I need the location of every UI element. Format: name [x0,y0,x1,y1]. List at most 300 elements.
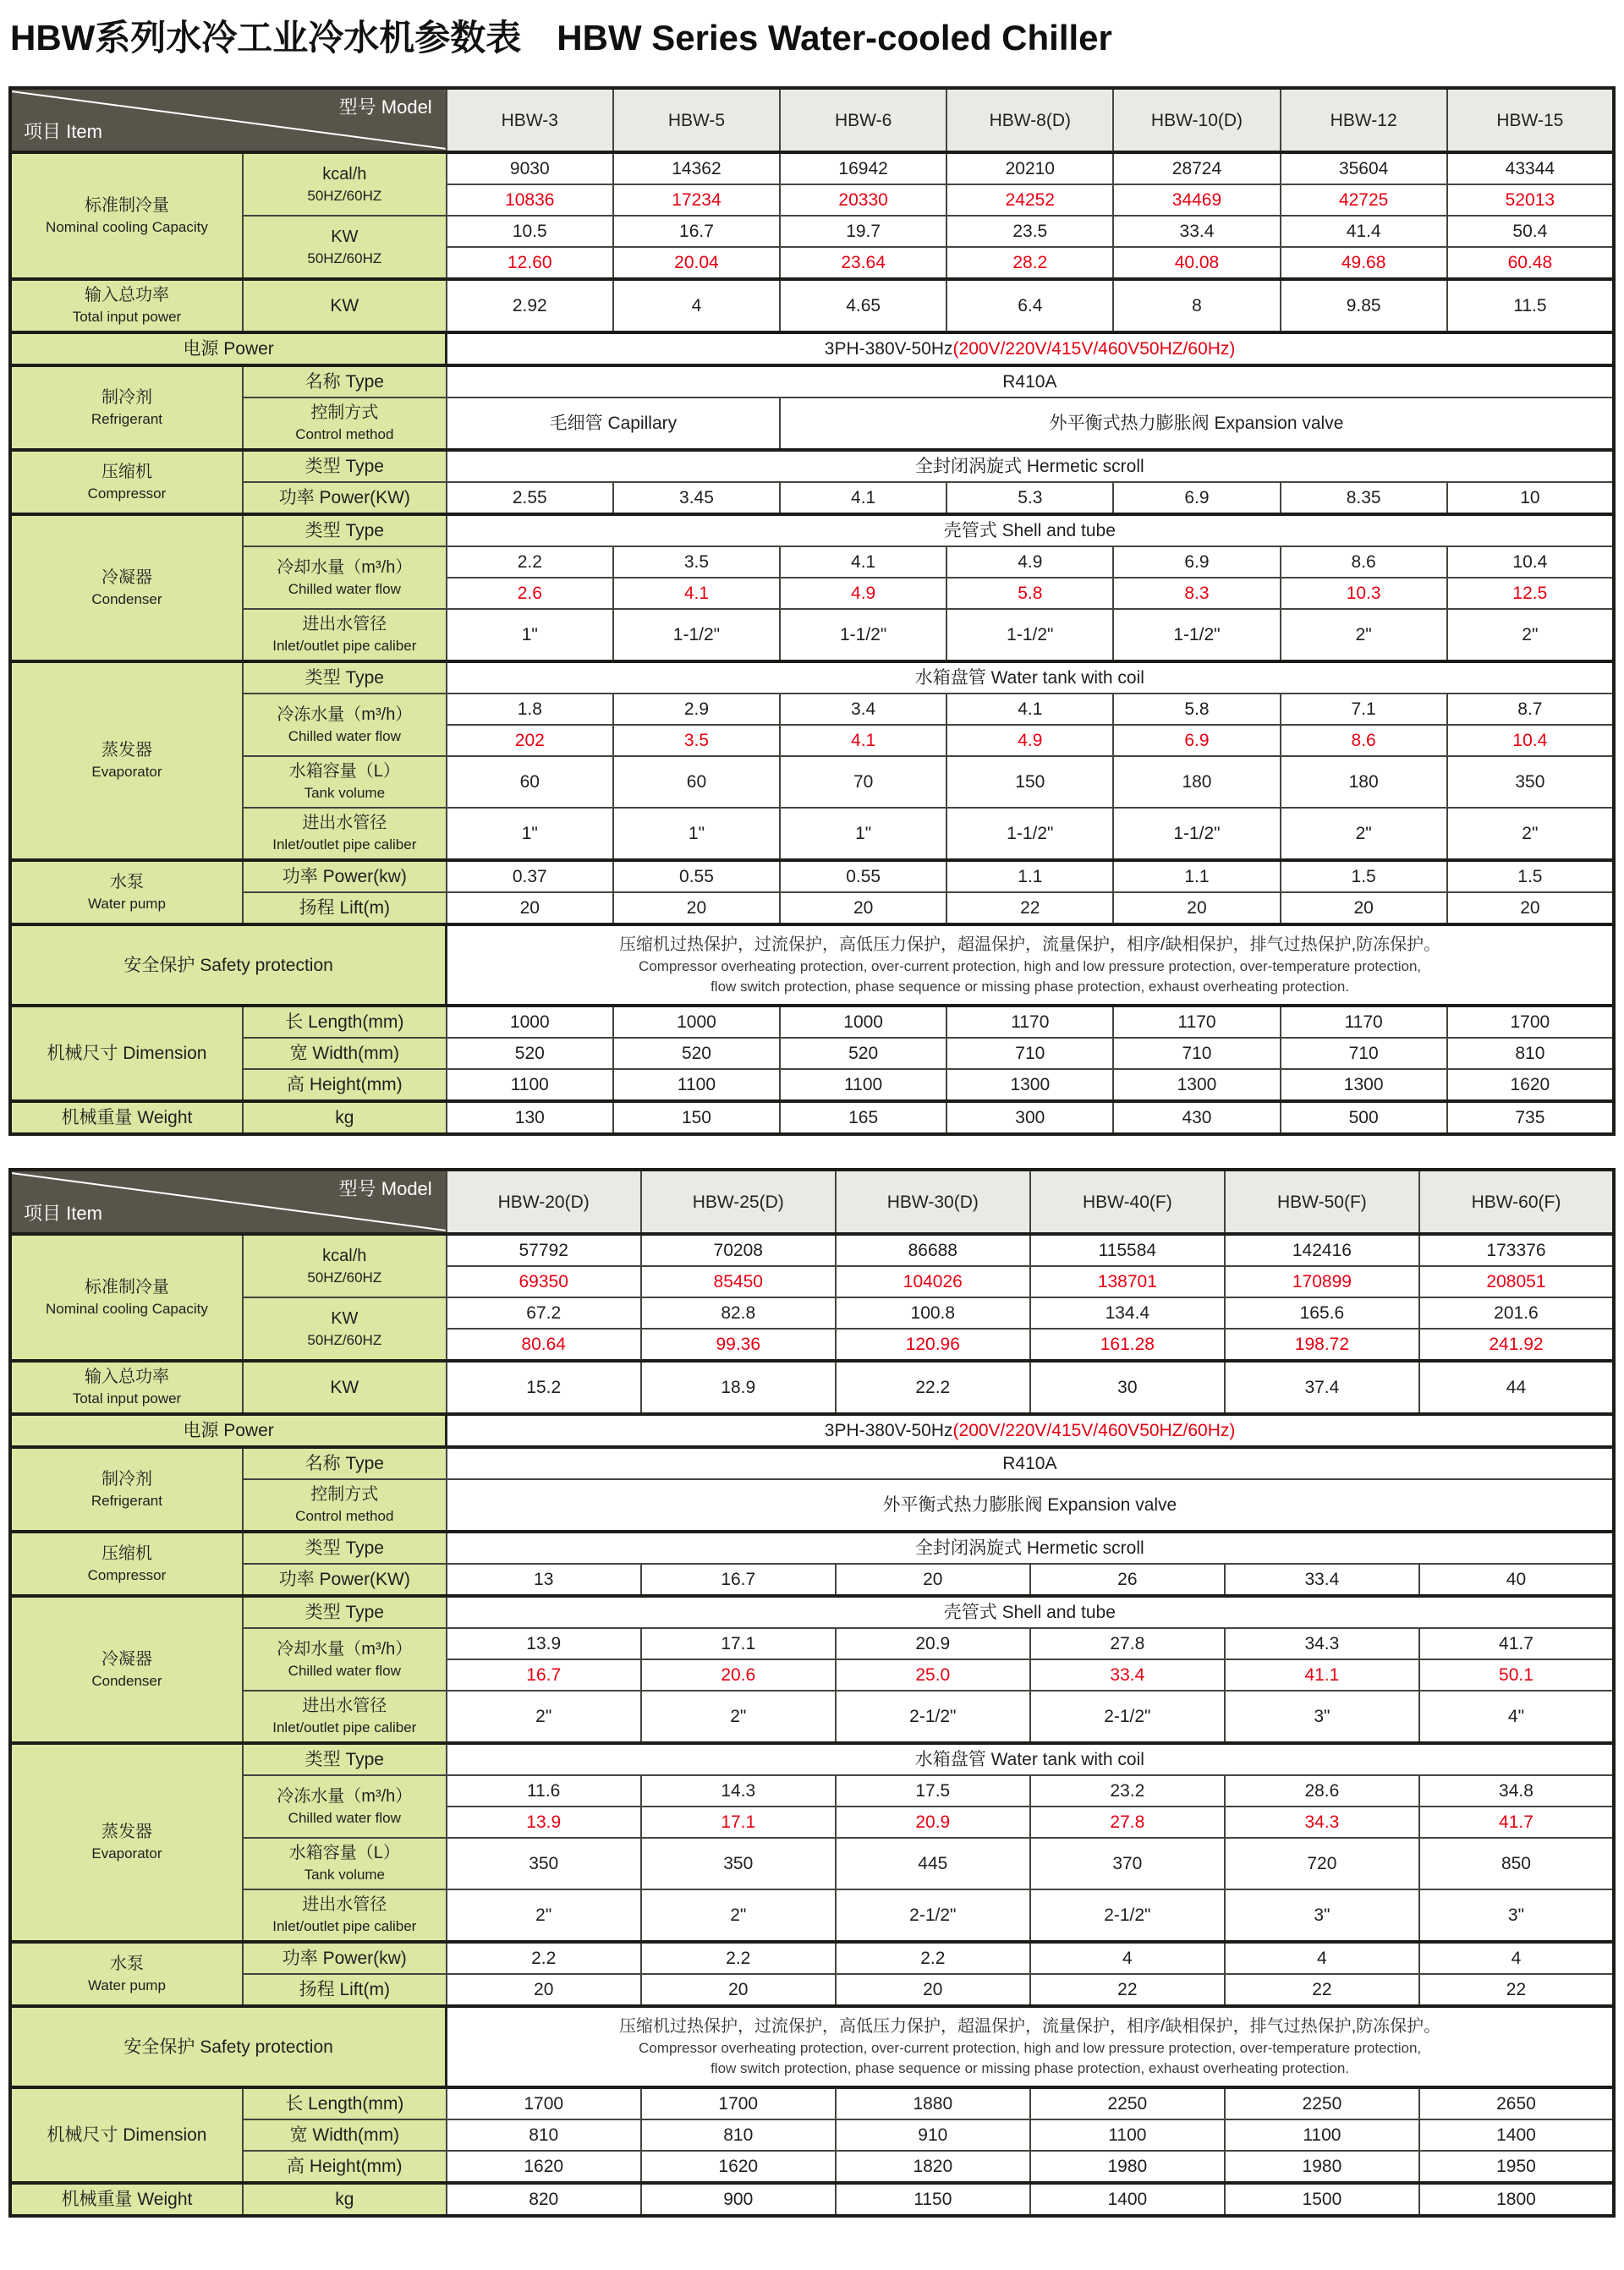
label-line: 冷凝器 [101,568,152,587]
value-cell: 34.3 [1225,1628,1419,1659]
value-cell: 11.6 [447,1775,641,1807]
value-cell: 22 [1030,1974,1225,2006]
row-group-label: 机械尺寸 Dimension [10,1006,243,1101]
merged-value-cell: 外平衡式热力膨胀阀 Expansion valve [447,1479,1614,1532]
row-sub-label [243,1234,447,1297]
value-cell: 4" [1419,1691,1614,1743]
value-cell: 60 [613,756,780,808]
table-row [10,482,1614,514]
value-cell: 22.2 [836,1361,1030,1414]
value-cell: 4.9 [946,546,1113,578]
label-line: Control method [295,426,394,442]
value-cell: 3" [1225,1691,1419,1743]
value-cell: 201.6 [1419,1297,1614,1329]
value-cell-60hz: 24252 [946,184,1113,216]
row-sub-label: kg [243,2183,447,2216]
value-cell: 28.6 [1225,1775,1419,1807]
label-line: 进出水管径 [302,615,387,633]
value-cell-60hz: 208051 [1419,1266,1614,1297]
table-row [10,546,1614,578]
row-sub-label: 扬程 Lift(m) [243,1974,447,2006]
label-line: Nominal cooling Capacity [46,218,208,235]
value-cell: 810 [447,2119,641,2151]
value-cell: 1820 [836,2151,1030,2183]
model-header: HBW-15 [1447,88,1614,152]
label-line: Inlet/outlet pipe caliber [272,1918,417,1934]
merged-value-cell: 全封闭涡旋式 Hermetic scroll [447,450,1614,482]
model-header: HBW-60(F) [1419,1170,1614,1234]
row-group-label [10,860,243,924]
label-line: 控制方式 [310,1485,379,1504]
value-cell: 130 [447,1101,613,1134]
value-cell: 22 [1419,1974,1614,2006]
table-row [10,1361,1614,1414]
label-line: 水泵 [109,872,144,891]
value-cell: 2" [447,1889,641,1942]
value-cell: 134.4 [1030,1297,1225,1329]
value-cell-60hz: 17234 [613,184,780,216]
value-cell-60hz: 34469 [1113,184,1280,216]
table-row [10,216,1614,247]
value-cell: 142416 [1225,1234,1419,1266]
value-cell-60hz: 4.9 [780,578,946,609]
value-cell: 1950 [1419,2151,1614,2183]
value-cell: 2-1/2" [1030,1889,1225,1942]
value-cell: 3.45 [613,482,780,514]
label-line: 标准制冷量 [84,1277,169,1297]
value-cell: 180 [1281,756,1447,808]
value-cell: 10.5 [447,216,613,247]
value-cell-60hz: 60.48 [1447,247,1614,279]
row-group-label [10,279,243,332]
value-part-60hz: (200V/220V/415V/460V50HZ/60Hz) [952,339,1236,359]
value-cell: 20 [641,1974,836,2006]
row-group-label [10,450,243,514]
row-sub-label: 类型 Type [243,1743,447,1775]
table-row [10,694,1614,725]
merged-value-cell [447,2006,1614,2087]
value-cell: 1.1 [1113,860,1280,892]
table-row [10,1596,1614,1628]
label-line: Compressor overheating protection, over-current protection, high and low pressure protection, over-temperature protection, [639,958,1422,974]
corner-model-label: 型号 Model [338,1178,432,1199]
label-line: 蒸发器 [101,741,152,759]
value-cell: 1.1 [946,860,1113,892]
value-cell: 17.1 [641,1628,836,1659]
row-group-label [10,1447,243,1532]
value-cell: 11.5 [1447,279,1614,332]
row-sub-label: 高 Height(mm) [243,2151,447,2183]
value-cell: 1620 [1447,1069,1614,1101]
value-cell: 82.8 [641,1297,836,1329]
table-row [10,279,1614,332]
value-cell-60hz: 10836 [447,184,613,216]
value-cell: 10.4 [1447,546,1614,578]
value-cell: 150 [946,756,1113,808]
value-cell: 5.8 [1113,694,1280,725]
value-cell: 115584 [1030,1234,1225,1266]
model-header: HBW-50(F) [1225,1170,1419,1234]
value-cell: 520 [447,1038,613,1069]
value-cell: 180 [1113,756,1280,808]
value-cell: 18.9 [641,1361,836,1414]
value-cell: 67.2 [447,1297,641,1329]
value-cell: 2.55 [447,482,613,514]
corner-item-label: 项目 Item [24,1203,102,1224]
label-line: 冷凝器 [101,1649,152,1669]
value-cell: 8.7 [1447,694,1614,725]
row-sub-label [243,1628,447,1691]
value-cell: 1700 [1447,1006,1614,1038]
value-cell: 1-1/2" [780,609,946,661]
value-cell-60hz: 16.7 [447,1659,641,1691]
value-cell: 1300 [1281,1069,1447,1101]
merged-value-cell [447,332,1614,365]
value-cell: 2.2 [641,1942,836,1974]
row-sub-label [243,546,447,609]
value-cell: 27.8 [1030,1628,1225,1659]
value-cell: 1" [447,808,613,860]
value-cell: 26 [1030,1564,1225,1596]
table-row [10,152,1614,184]
value-cell-60hz: 49.68 [1281,247,1447,279]
label-line: Condenser [91,1672,162,1689]
corner-header-cell [10,88,447,152]
value-cell: 1620 [641,2151,836,2183]
merged-value-cell: 毛细管 Capillary [447,398,780,450]
row-group-label [10,514,243,661]
value-cell: 1500 [1225,2183,1419,2216]
value-cell: 2" [447,1691,641,1743]
value-cell-60hz: 23.64 [780,247,946,279]
label-line: Refrigerant [91,410,163,427]
value-cell-60hz: 41.1 [1225,1659,1419,1691]
label-line: 冷冻水量（m³/h） [277,705,413,724]
value-cell: 1620 [447,2151,641,2183]
table-row [10,1101,1614,1134]
model-header-row [10,1170,1614,1234]
value-cell: 20 [836,1974,1030,2006]
value-cell-60hz: 20.6 [641,1659,836,1691]
value-cell: 20 [1447,892,1614,924]
value-cell-60hz: 8.6 [1281,725,1447,756]
value-cell: 35604 [1281,152,1447,184]
label-line: Chilled water flow [288,1809,401,1826]
model-header: HBW-20(D) [447,1170,641,1234]
row-group-label: 电源 Power [10,1414,447,1447]
value-cell: 9030 [447,152,613,184]
value-cell-60hz: 8.3 [1113,578,1280,609]
label-line: Chilled water flow [288,727,401,744]
value-cell-60hz: 104026 [836,1266,1030,1297]
value-cell: 1-1/2" [1113,609,1280,661]
value-cell: 500 [1281,1101,1447,1134]
label-line: 制冷剂 [101,1469,152,1489]
table-row [10,2119,1614,2151]
value-cell-60hz: 40.08 [1113,247,1280,279]
value-cell: 1.5 [1447,860,1614,892]
value-cell-60hz: 4.1 [613,578,780,609]
value-cell: 900 [641,2183,836,2216]
label-line: Nominal cooling Capacity [46,1300,208,1317]
row-sub-label [243,216,447,279]
value-cell: 1" [780,808,946,860]
label-line: 标准制冷量 [84,195,169,215]
model-header: HBW-8(D) [946,88,1113,152]
table-row [10,1234,1614,1266]
value-cell: 6.4 [946,279,1113,332]
row-sub-label [243,1479,447,1532]
row-group-label: 安全保护 Safety protection [10,924,447,1006]
row-sub-label: 高 Height(mm) [243,1069,447,1101]
label-line: 进出水管径 [302,814,387,832]
label-line: Chilled water flow [288,1662,401,1679]
row-group-label: 机械重量 Weight [10,2183,243,2216]
row-sub-label: kg [243,1101,447,1134]
label-line: 50HZ/60HZ [307,1331,382,1348]
value-cell: 4.1 [946,694,1113,725]
value-cell: 720 [1225,1838,1419,1889]
label-line: 冷却水量（m³/h） [277,1639,413,1659]
label-line: Condenser [91,590,162,607]
value-cell: 1400 [1419,2119,1614,2151]
value-cell: 1700 [641,2087,836,2119]
value-cell: 2" [641,1889,836,1942]
value-cell-60hz: 13.9 [447,1807,641,1838]
row-sub-label: 功率 Power(KW) [243,1564,447,1596]
value-cell: 4 [1225,1942,1419,1974]
value-cell: 2" [641,1691,836,1743]
value-cell: 1.5 [1281,860,1447,892]
value-cell: 20 [447,1974,641,2006]
table-row [10,892,1614,924]
value-cell: 710 [946,1038,1113,1069]
value-cell: 8.6 [1281,546,1447,578]
value-cell: 1" [447,609,613,661]
model-header: HBW-40(F) [1030,1170,1225,1234]
value-cell: 23.5 [946,216,1113,247]
merged-value-cell: 壳管式 Shell and tube [447,1596,1614,1628]
merged-value-cell: 壳管式 Shell and tube [447,514,1614,546]
value-cell: 520 [780,1038,946,1069]
row-group-label [10,365,243,450]
value-cell: 1170 [1281,1006,1447,1038]
value-cell-60hz: 42725 [1281,184,1447,216]
row-sub-label: 宽 Width(mm) [243,1038,447,1069]
value-cell: 2.2 [836,1942,1030,1974]
value-cell: 10 [1447,482,1614,514]
row-sub-label: 类型 Type [243,450,447,482]
value-cell: 1-1/2" [946,808,1113,860]
row-group-label [10,1234,243,1361]
row-group-label [10,1743,243,1942]
value-cell: 2650 [1419,2087,1614,2119]
value-cell-60hz: 17.1 [641,1807,836,1838]
label-line: Water pump [87,895,166,912]
merged-value-cell [447,924,1614,1006]
row-group-label: 安全保护 Safety protection [10,2006,447,2087]
value-cell-60hz: 3.5 [613,725,780,756]
value-cell-60hz: 10.3 [1281,578,1447,609]
label-line: 输入总功率 [84,286,169,304]
value-cell: 2" [1447,609,1614,661]
value-cell: 20 [613,892,780,924]
value-cell: 2" [1447,808,1614,860]
value-cell: 1-1/2" [613,609,780,661]
value-cell: 2-1/2" [1030,1691,1225,1743]
value-cell: 14.3 [641,1775,836,1807]
label-line: 控制方式 [310,403,379,422]
table-row [10,332,1614,365]
row-sub-label [243,398,447,450]
value-cell: 2.9 [613,694,780,725]
value-cell: 850 [1419,1838,1614,1889]
value-cell: 16.7 [641,1564,836,1596]
value-cell: 1980 [1030,2151,1225,2183]
value-cell: 70208 [641,1234,836,1266]
value-cell: 2-1/2" [836,1889,1030,1942]
row-sub-label: 类型 Type [243,661,447,694]
value-cell: 43344 [1447,152,1614,184]
value-cell: 2.2 [447,546,613,578]
row-group-label [10,1596,243,1743]
row-sub-label: 名称 Type [243,1447,447,1479]
value-cell: 1-1/2" [946,609,1113,661]
value-cell: 41.7 [1419,1628,1614,1659]
value-cell-60hz: 33.4 [1030,1659,1225,1691]
table-row [10,1038,1614,1069]
merged-value-cell: 外平衡式热力膨胀阀 Expansion valve [780,398,1614,450]
label-line: 冷冻水量（m³/h） [277,1786,413,1806]
value-cell: 1-1/2" [1113,808,1280,860]
label-line: 水泵 [109,1954,144,1973]
label-line: kcal/h [322,164,367,184]
row-sub-label [243,694,447,756]
value-cell: 810 [641,2119,836,2151]
value-cell: 3.5 [613,546,780,578]
value-cell-60hz: 170899 [1225,1266,1419,1297]
value-cell: 520 [613,1038,780,1069]
value-cell: 33.4 [1225,1564,1419,1596]
value-cell-60hz: 12.5 [1447,578,1614,609]
table-row [10,1628,1614,1659]
value-cell: 1300 [1113,1069,1280,1101]
value-cell: 44 [1419,1361,1614,1414]
merged-value-cell: R410A [447,365,1614,398]
table-row [10,1838,1614,1889]
label-line: Inlet/outlet pipe caliber [272,638,417,654]
value-cell-60hz: 2.6 [447,578,613,609]
table-row [10,2087,1614,2119]
value-cell: 2" [1281,609,1447,661]
value-cell-60hz: 20.04 [613,247,780,279]
value-cell-60hz: 120.96 [836,1329,1030,1361]
value-cell: 1000 [447,1006,613,1038]
value-cell: 150 [613,1101,780,1134]
label-line: 水箱容量（L） [288,762,400,781]
value-cell: 3" [1225,1889,1419,1942]
row-sub-label: 长 Length(mm) [243,1006,447,1038]
value-cell: 1400 [1030,2183,1225,2216]
value-cell: 710 [1113,1038,1280,1069]
value-cell: 165.6 [1225,1297,1419,1329]
spec-table-hbw-20-to-60 [8,1168,1616,2218]
table-row [10,1942,1614,1974]
table-row [10,1775,1614,1807]
label-line: Inlet/outlet pipe caliber [272,1719,417,1735]
label-line: 50HZ/60HZ [307,249,382,266]
value-cell: 33.4 [1113,216,1280,247]
value-cell: 1100 [1225,2119,1419,2151]
value-cell: 7.1 [1281,694,1447,725]
value-cell: 4.1 [780,482,946,514]
value-cell: 1700 [447,2087,641,2119]
table-row [10,1889,1614,1942]
row-sub-label [243,756,447,808]
value-cell: 1170 [946,1006,1113,1038]
value-cell: 16942 [780,152,946,184]
row-sub-label: 类型 Type [243,1532,447,1564]
table-row [10,609,1614,661]
label-line: flow switch protection, phase sequence or missing phase protection, exhaust overheating protection. [710,2060,1350,2076]
table-row [10,2183,1614,2216]
value-cell: 8 [1113,279,1280,332]
row-sub-label [243,808,447,860]
label-line: Total input power [72,309,182,325]
value-cell: 41.4 [1281,216,1447,247]
value-cell: 20210 [946,152,1113,184]
table-row [10,1297,1614,1329]
row-sub-label [243,1691,447,1743]
value-cell: 430 [1113,1101,1280,1134]
label-line: kcal/h [322,1246,367,1265]
table-row [10,1069,1614,1101]
value-cell: 1100 [613,1069,780,1101]
merged-value-cell [447,1414,1614,1447]
value-cell: 300 [946,1101,1113,1134]
value-cell: 19.7 [780,216,946,247]
value-cell-60hz: 28.2 [946,247,1113,279]
value-cell-60hz: 138701 [1030,1266,1225,1297]
label-line: Tank volume [304,785,386,801]
label-line: Compressor [87,1566,167,1583]
table-row [10,398,1614,450]
model-header: HBW-12 [1281,88,1447,152]
value-cell: 0.55 [613,860,780,892]
label-line: 水箱容量（L） [288,1844,400,1862]
label-line: 压缩机过热保护，过流保护，高低压力保护，超温保护，流量保护，相序/缺相保护，排气过热保护,防冻保护。 [619,2017,1441,2036]
value-cell: 86688 [836,1234,1030,1266]
value-cell-60hz: 198.72 [1225,1329,1419,1361]
merged-value-cell: 水箱盘管 Water tank with coil [447,661,1614,694]
value-cell: 57792 [447,1234,641,1266]
value-cell: 9.85 [1281,279,1447,332]
value-cell: 1880 [836,2087,1030,2119]
value-cell: 34.8 [1419,1775,1614,1807]
model-header: HBW-25(D) [641,1170,836,1234]
model-header: HBW-3 [447,88,613,152]
value-cell: 1980 [1225,2151,1419,2183]
value-cell: 810 [1447,1038,1614,1069]
value-cell: 0.37 [447,860,613,892]
value-cell-60hz: 27.8 [1030,1807,1225,1838]
value-cell: 4 [1030,1942,1225,1974]
value-cell: 1000 [613,1006,780,1038]
model-header: HBW-30(D) [836,1170,1030,1234]
row-group-label [10,661,243,860]
value-cell-60hz: 4.1 [780,725,946,756]
table-row [10,1414,1614,1447]
